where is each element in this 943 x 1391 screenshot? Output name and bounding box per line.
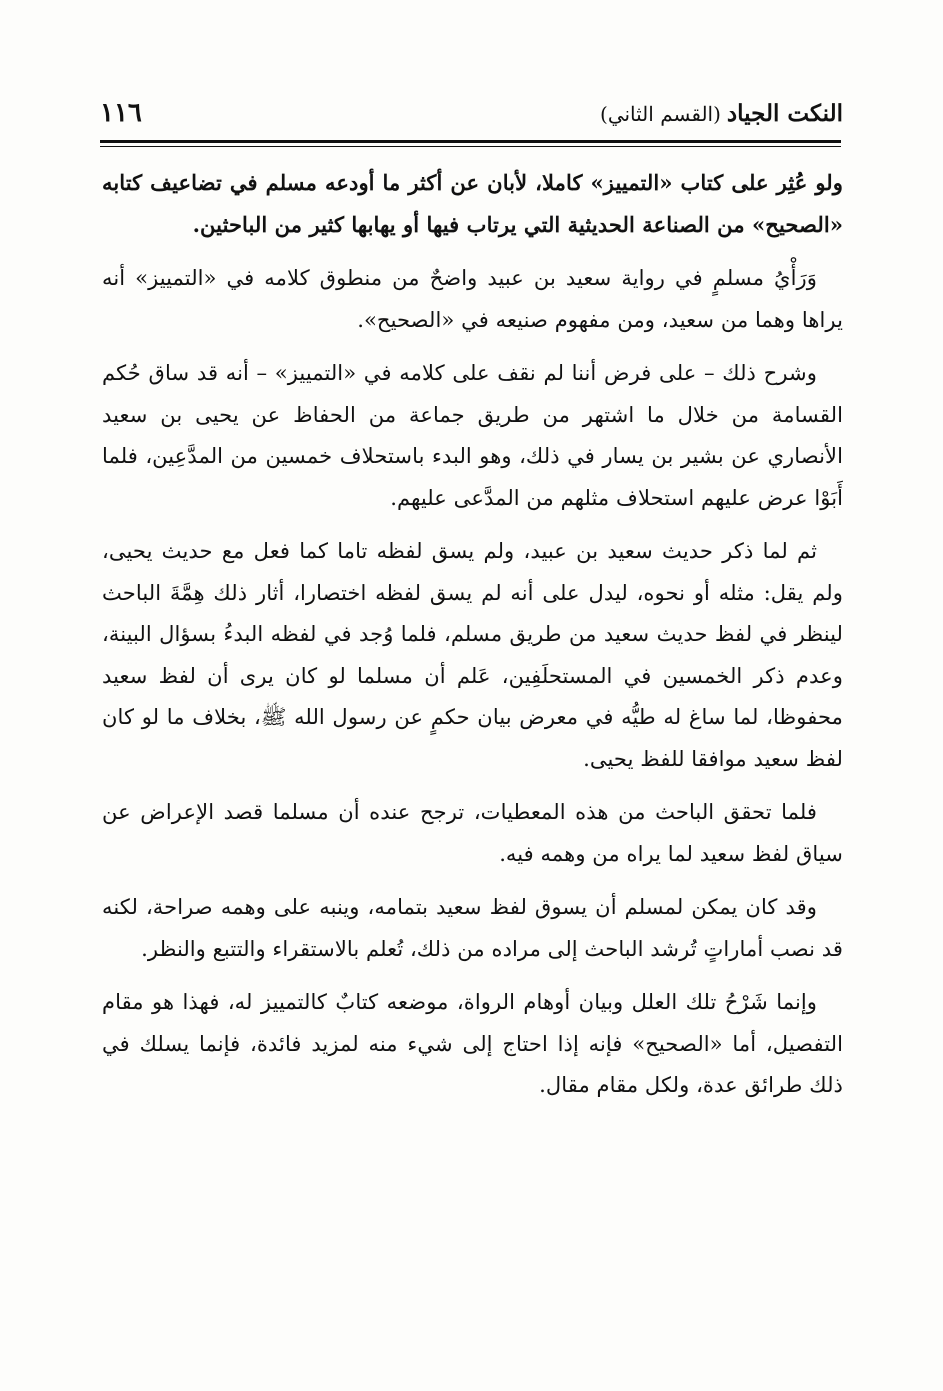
header-rule-thick [100, 140, 841, 143]
page-header [100, 92, 843, 134]
paragraph-6: وقد كان يمكن لمسلم أن يسوق لفظ سعيد بتمامه، وينبه على وهمه صراحة، لكنه قد نصب أماراتٍ تُرشد الباحث إلى مراده من ذلك، تُعلم بالاستقراء والتتبع والنظر. [102, 894, 843, 961]
header-rule-thin [100, 146, 841, 147]
book-section: (القسم الثاني) [600, 101, 721, 126]
paragraph-4: ثم لما ذكر حديث سعيد بن عبيد، ولم يسق لفظه تاما كما فعل مع حديث يحيى، ولم يقل: مثله أو نحوه، ليدل على أنه لم يسق لفظه اختصارا، أثار ذلك هِمَّةَ الباحث لينظر في لفظ حديث سعيد من طريق مسلم، فلما وُجد في لفظه البدءُ بسؤال البينة، وعدم ذكر الخمسين في المستحلَفِين، عَلم أن مسلما لو كان يرى أن لفظ سعيد محفوظا، لما ساغ له طيُّه في معرض بيان حكمٍ عن رسول الله ﷺ، بخلاف ما لو كان لفظ سعيد موافقا للفظ يحيى. [102, 538, 843, 771]
paragraph-5: فلما تحقق الباحث من هذه المعطيات، ترجح عنده أن مسلما قصد الإعراض عن سياق لفظ سعيد لما يراه من وهمه فيه. [102, 799, 843, 866]
paragraph-7: وإنما شَرْحُ تلك العلل وبيان أوهام الرواة، موضعه كتابٌ كالتمييز له، فهذا هو مقام التفصيل، أما «الصحيح» فإنه إذا احتاج إلى شيء منه لمزيد فائدة، فإنما يسلك في ذلك طرائق عدة، ولكل مقام مقال. [102, 989, 843, 1097]
page-number: ١١٦ [100, 98, 142, 128]
paragraph-2: وَرَأْيُ مسلمٍ في رواية سعيد بن عبيد واضحٌ من منطوق كلامه في «التمييز» أنه يراها وهما من سعيد، ومن مفهوم صنيعه في «الصحيح». [102, 265, 843, 332]
book-title: النكت الجياد [726, 99, 843, 127]
running-title [600, 100, 843, 127]
paragraph-3: وشرح ذلك – على فرض أننا لم نقف على كلامه في «التمييز» – أنه قد ساق حُكم القسامة من خلال ما اشتهر من طريق جماعة من الحفاظ عن يحيى بن سعيد الأنصاري عن بشير بن يسار في ذلك، وهو البدء باستحلاف خمسين من المدَّعِين، فلما أَبَوْا عرض عليهم استحلاف مثلهم من المدَّعى عليهم. [102, 360, 843, 510]
page-body [102, 162, 843, 1118]
paragraph-1: ولو عُثِر على كتاب «التمييز» كاملا، لأبان عن أكثر ما أودعه مسلم في تضاعيف كتابه «الصحيح» من الصناعة الحديثية التي يرتاب فيها أو يهابها كثير من الباحثين. [102, 170, 843, 237]
